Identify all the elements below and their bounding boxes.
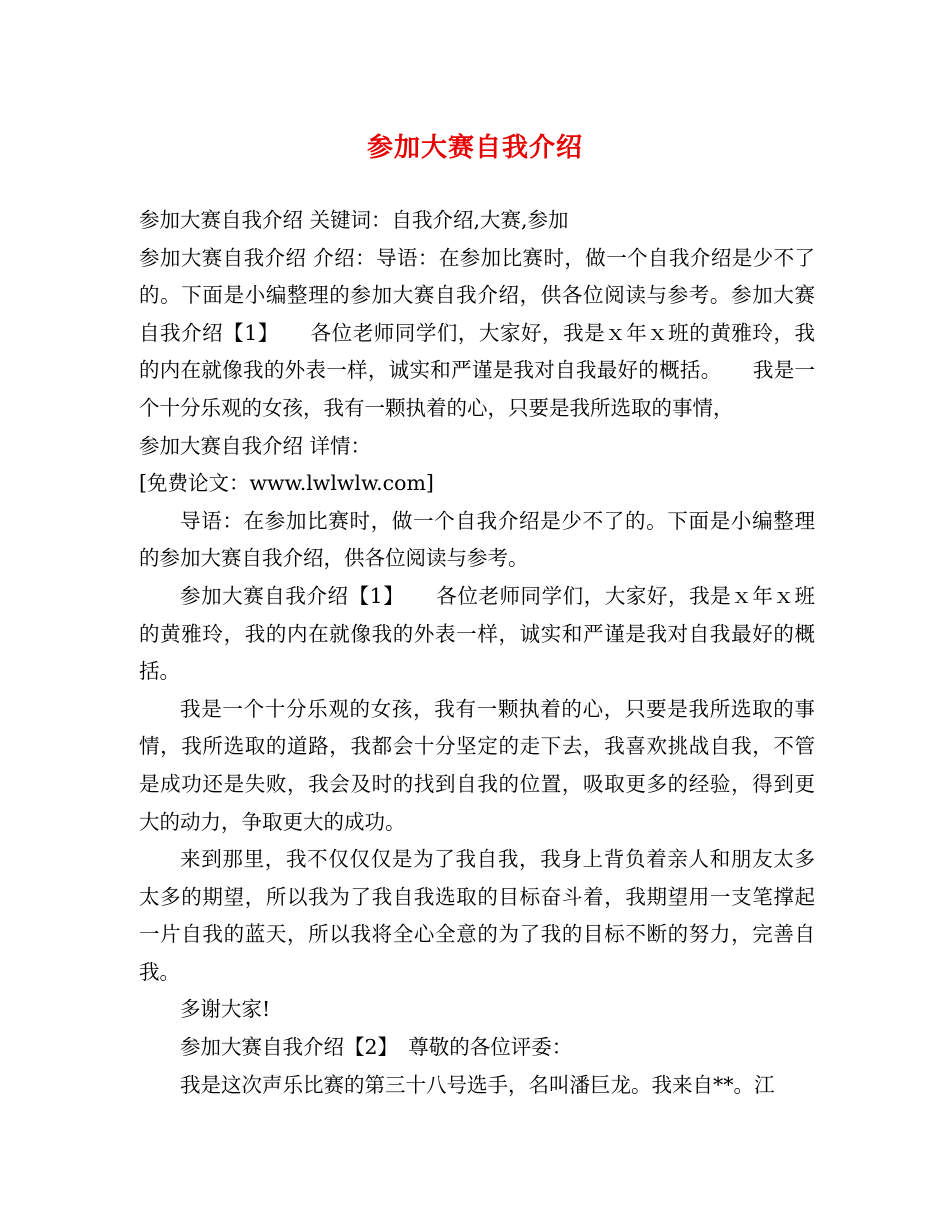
keywords-line: 参加大赛自我介绍 关键词：自我介绍,大赛,参加	[139, 208, 569, 232]
section-1-paragraph: 参加大赛自我介绍【1】 各位老师同学们，大家好，我是ｘ年ｘ班的黄雅玲，我的内在就像我的外表一样，诚实和严谨是我对自我最好的概括。	[139, 583, 815, 684]
body-paragraph: 我是一个十分乐观的女孩，我有一颗执着的心，只要是我所选取的事情，我所选取的道路，我都会十分坚定的走下去，我喜欢挑战自我，不管是成功还是失败，我会及时的找到自我的位置，吸取更多的经验，得到更大的动力，争取更大的成功。	[139, 696, 815, 834]
section-2-heading: 参加大赛自我介绍【2】 尊敬的各位评委：	[180, 1035, 573, 1060]
intro-paragraph: 导语：在参加比赛时，做一个自我介绍是少不了的。下面是小编整理的参加大赛自我介绍，供各位阅读与参考。	[139, 508, 815, 571]
body-paragraph: 我是这次声乐比赛的第三十八号选手，名叫潘巨龙。我来自**。江	[180, 1072, 775, 1097]
body-paragraph: 来到那里，我不仅仅仅是为了我自我，我身上背负着亲人和朋友太多太多的期望，所以我为了我自我选取的目标奋斗着，我期望用一支笔撑起一片自我的蓝天，所以我将全心全意的为了我的目标不断的努力，完善自我。	[139, 847, 815, 984]
details-label: 参加大赛自我介绍 详情：	[139, 433, 372, 458]
source-link-text: [免费论文：www.lwlwlw.com]	[139, 471, 434, 496]
document-title: 参加大赛自我介绍	[366, 133, 583, 163]
thanks-line: 多谢大家!	[180, 997, 271, 1022]
summary-paragraph: 参加大赛自我介绍 介绍：导语：在参加比赛时，做一个自我介绍是少不了的。下面是小编整理的参加大赛自我介绍，供各位阅读与参考。参加大赛自我介绍【1】 各位老师同学们，大家好，我是ｘ年ｘ班的黄雅玲，我的内在就像我的外表一样，诚实和严谨是我对自我最好的概括。 我是一个十分乐观的女孩，我有一颗执着的心，只要是我所选取的事情，	[139, 245, 815, 420]
document-body	[139, 202, 815, 1104]
